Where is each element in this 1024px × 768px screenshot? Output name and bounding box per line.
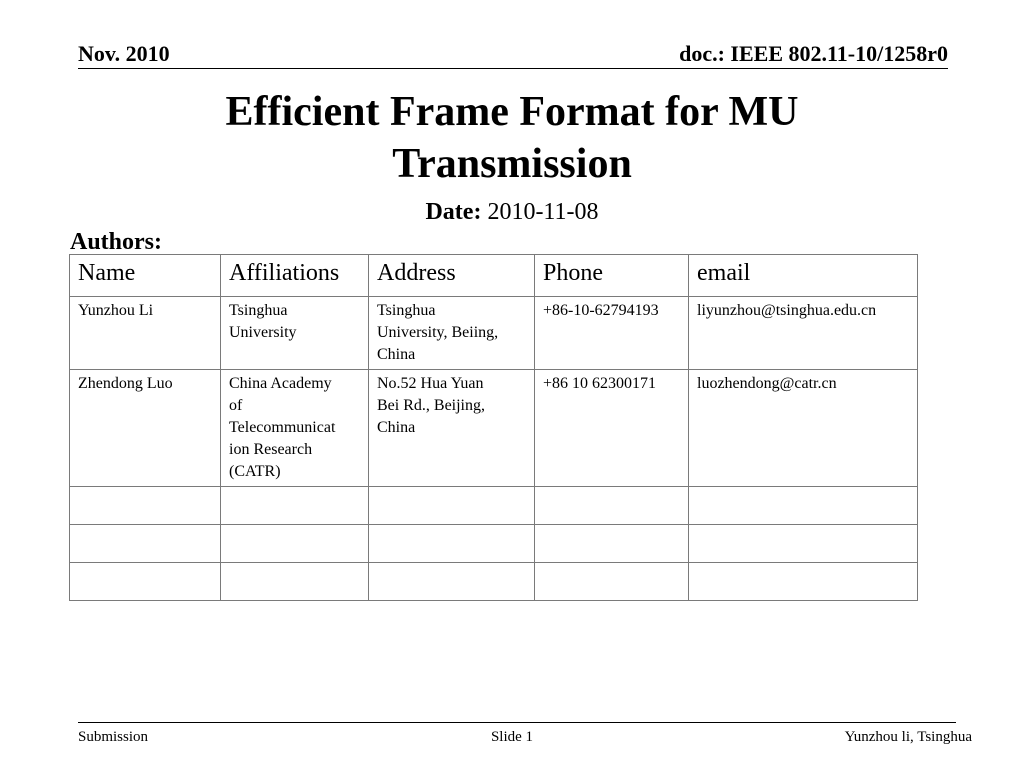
author-name-cell: Zhendong Luo — [70, 370, 221, 487]
date-value: 2010-11-08 — [487, 199, 599, 225]
footer-slide-number: Slide 1 — [490, 729, 534, 745]
empty-cell — [221, 563, 369, 601]
empty-table-row — [70, 525, 918, 563]
column-header-phone: Phone — [535, 255, 689, 297]
empty-cell — [689, 525, 918, 563]
column-header-address: Address — [369, 255, 535, 297]
table-row — [70, 297, 918, 370]
footer-divider — [78, 722, 956, 723]
empty-cell — [535, 487, 689, 525]
author-email-cell: liyunzhou@tsinghua.edu.cn — [689, 297, 918, 370]
empty-cell — [689, 487, 918, 525]
slide-title-line-2: Transmission — [392, 141, 632, 187]
author-address-cell — [369, 297, 535, 370]
column-header-name: Name — [70, 255, 221, 297]
column-header-affiliations: Affiliations — [221, 255, 369, 297]
table-header-row — [70, 255, 918, 297]
address-line: No.52 Hua Yuan — [377, 375, 484, 392]
empty-cell — [689, 563, 918, 601]
affiliation-line: University — [229, 324, 297, 341]
header-date: Nov. 2010 — [78, 41, 170, 66]
slide-title — [0, 86, 1024, 190]
authors-table — [69, 254, 918, 601]
empty-cell — [221, 487, 369, 525]
address-line: University, Beiing, — [377, 324, 499, 341]
empty-table-row — [70, 487, 918, 525]
empty-cell — [535, 563, 689, 601]
footer-submission: Submission — [78, 729, 149, 745]
slide-title-line-1: Efficient Frame Format for MU — [225, 89, 799, 135]
affiliation-line: Tsinghua — [229, 302, 288, 319]
date-label: Date: — [425, 199, 482, 225]
address-line: China — [377, 419, 416, 436]
author-affiliation-cell — [221, 370, 369, 487]
author-affiliation-cell — [221, 297, 369, 370]
affiliation-line: (CATR) — [229, 463, 281, 480]
empty-cell — [221, 525, 369, 563]
date-line — [0, 197, 1024, 227]
header-divider — [78, 68, 948, 69]
footer-author: Yunzhou li, Tsinghua — [844, 729, 972, 745]
author-email-cell: luozhendong@catr.cn — [689, 370, 918, 487]
table-row — [70, 370, 918, 487]
authors-heading: Authors: — [70, 229, 163, 255]
address-line: China — [377, 346, 416, 363]
address-line: Bei Rd., Beijing, — [377, 397, 485, 414]
empty-cell — [369, 487, 535, 525]
empty-cell — [70, 563, 221, 601]
empty-cell — [369, 525, 535, 563]
author-phone-cell: +86 10 62300171 — [535, 370, 689, 487]
affiliation-line: of — [229, 397, 243, 414]
empty-cell — [535, 525, 689, 563]
header-doc-id: doc.: IEEE 802.11-10/1258r0 — [679, 41, 948, 66]
affiliation-line: ion Research — [229, 441, 313, 458]
affiliation-line: China Academy — [229, 375, 332, 392]
empty-cell — [70, 487, 221, 525]
column-header-email: email — [689, 255, 918, 297]
empty-cell — [369, 563, 535, 601]
author-name-cell: Yunzhou Li — [70, 297, 221, 370]
affiliation-line: Telecommunicat — [229, 419, 336, 436]
author-address-cell — [369, 370, 535, 487]
empty-table-row — [70, 563, 918, 601]
empty-cell — [70, 525, 221, 563]
author-phone-cell: +86-10-62794193 — [535, 297, 689, 370]
address-line: Tsinghua — [377, 302, 436, 319]
